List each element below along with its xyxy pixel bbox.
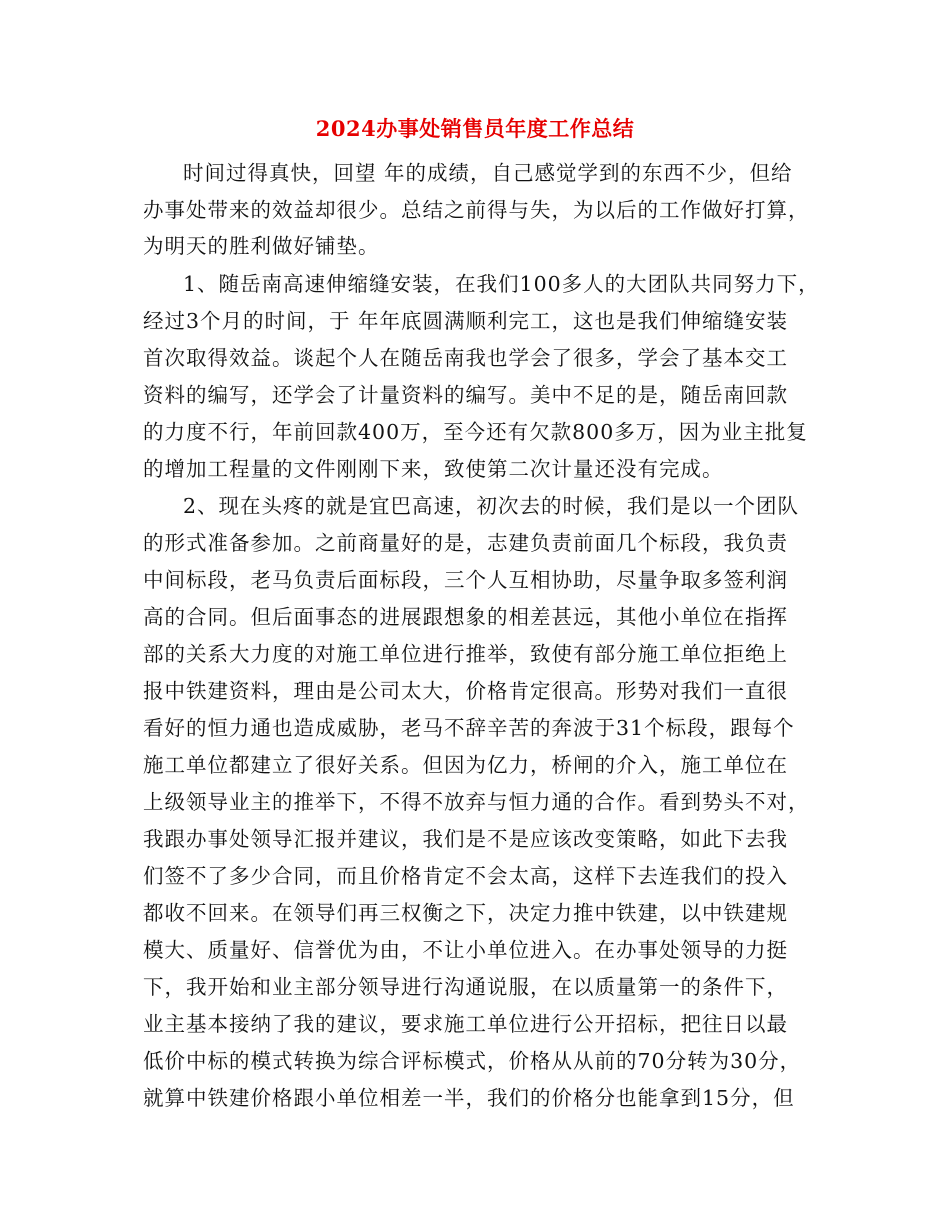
paragraph-line: 高的合同。但后面事态的进展跟想象的相差甚远，其他小单位在指挥 xyxy=(143,605,788,629)
paragraph-line: 看好的恒力通也造成威胁，老马不辞辛苦的奔波于31个标段，跟每个 xyxy=(143,716,795,740)
paragraph-line: 都收不回来。在领导们再三权衡之下，决定力推中铁建，以中铁建规 xyxy=(143,901,788,925)
paragraph-line: 的力度不行，年前回款400万，至今还有欠款800多万，因为业主批复 xyxy=(143,420,808,444)
paragraph-line: 中间标段，老马负责后面标段，三个人互相协助，尽量争取多签利润 xyxy=(143,568,788,592)
paragraph-line: 下，我开始和业主部分领导进行沟通说服，在以质量第一的条件下， xyxy=(143,975,788,999)
paragraph-line: 模大、质量好、信誉优为由，不让小单位进入。在办事处领导的力挺 xyxy=(143,938,788,962)
paragraph-line: 施工单位都建立了很好关系。但因为亿力，桥闸的介入，施工单位在 xyxy=(143,753,788,777)
paragraph-line: 业主基本接纳了我的建议，要求施工单位进行公开招标，把往日以最 xyxy=(143,1012,788,1036)
paragraph-line: 1、随岳南高速伸缩缝安装，在我们100多人的大团队共同努力下， xyxy=(183,272,820,296)
paragraph-line: 就算中铁建价格跟小单位相差一半，我们的价格分也能拿到15分，但 xyxy=(143,1086,795,1110)
paragraph-line: 为明天的胜利做好铺垫。 xyxy=(143,234,380,258)
paragraph-line: 上级领导业主的推举下，不得不放弃与恒力通的合作。看到势头不对， xyxy=(143,790,810,814)
paragraph-line: 首次取得效益。谈起个人在随岳南我也学会了很多，学会了基本交工 xyxy=(143,346,788,370)
paragraph-line: 办事处带来的效益却很少。总结之前得与失，为以后的工作做好打算， xyxy=(143,198,810,222)
paragraph-line: 资料的编写，还学会了计量资料的编写。美中不足的是，随岳南回款 xyxy=(143,383,788,407)
paragraph-line: 我跟办事处领导汇报并建议，我们是不是应该改变策略，如此下去我 xyxy=(143,827,788,851)
paragraph-line: 的形式准备参加。之前商量好的是，志建负责前面几个标段，我负责 xyxy=(143,531,788,555)
paragraph-line: 的增加工程量的文件刚刚下来，致使第二次计量还没有完成。 xyxy=(143,457,724,481)
paragraph-line: 低价中标的模式转换为综合评标模式，价格从从前的70分转为30分， xyxy=(143,1049,802,1073)
paragraph-line: 经过3个月的时间，于 年年底圆满顺利完工，这也是我们伸缩缝安装 xyxy=(143,309,789,333)
document-title: 2024办事处销售员年度工作总结 xyxy=(315,116,635,141)
paragraph-line: 报中铁建资料，理由是公司太大，价格肯定很高。形势对我们一直很 xyxy=(143,679,788,703)
paragraph-line: 2、现在头疼的就是宜巴高速，初次去的时候，我们是以一个团队 xyxy=(183,494,800,518)
paragraph-line: 部的关系大力度的对施工单位进行推举，致使有部分施工单位拒绝上 xyxy=(143,642,788,666)
paragraph-line: 时间过得真快，回望 年的成绩，自己感觉学到的东西不少，但给 xyxy=(183,161,793,185)
paragraph-line: 们签不了多少合同，而且价格肯定不会太高，这样下去连我们的投入 xyxy=(143,864,788,888)
